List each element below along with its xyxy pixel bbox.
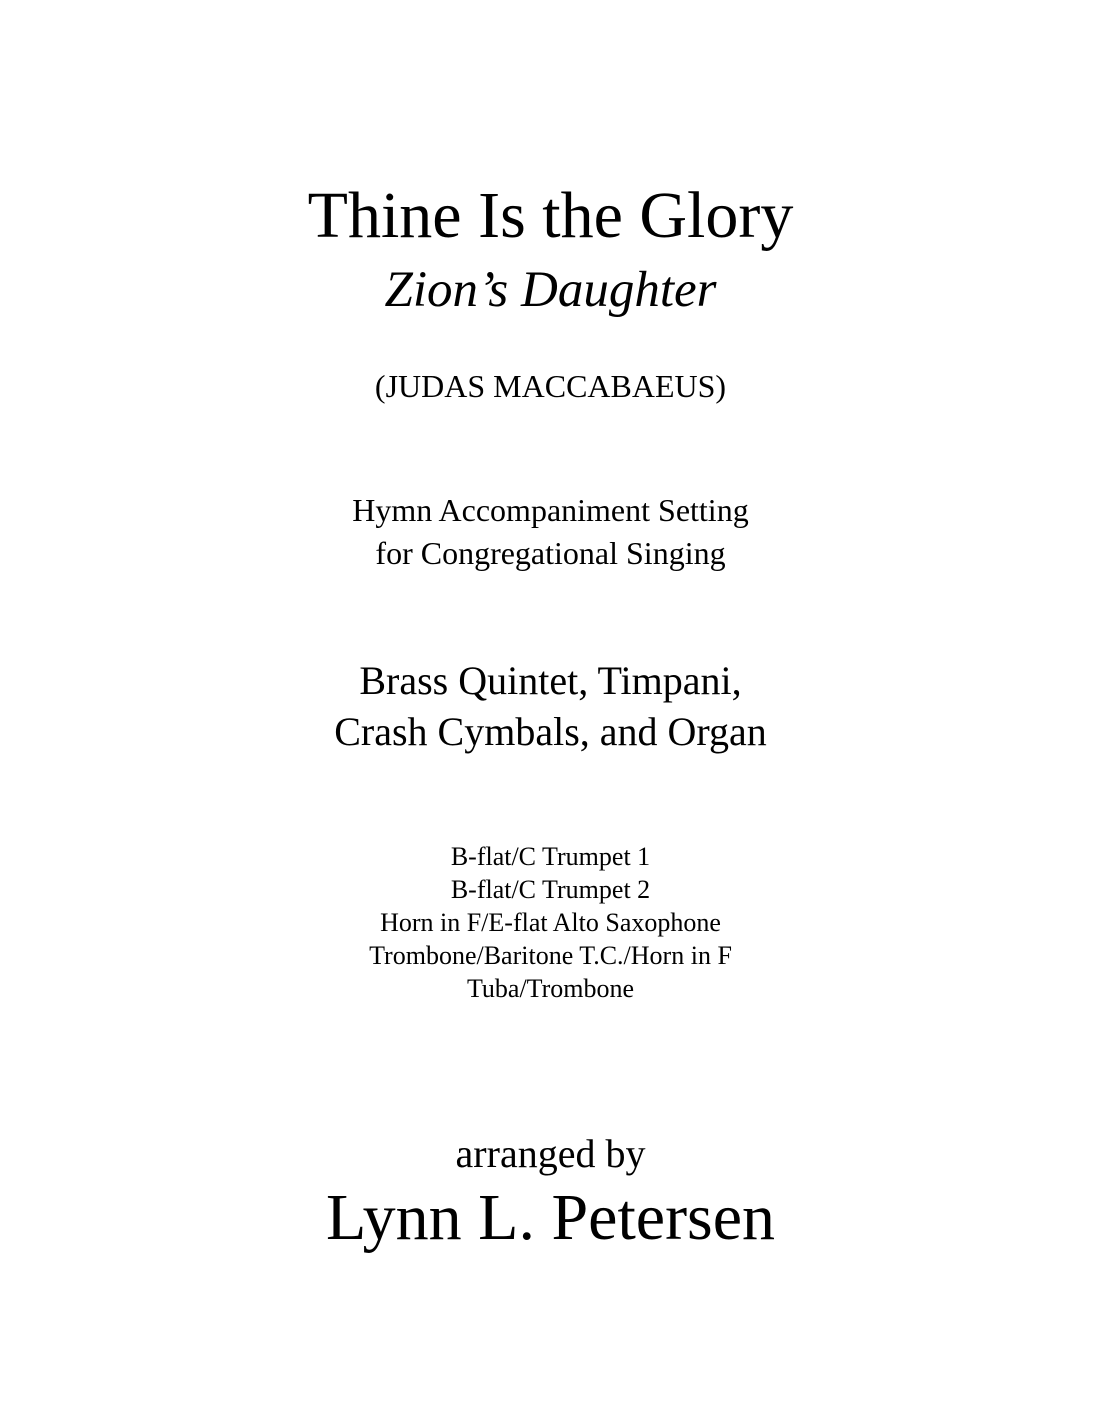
- part-item: Trombone/Baritone T.C./Horn in F: [369, 941, 732, 970]
- hymn-subtitle: Zion’s Daughter: [384, 262, 717, 318]
- tune-name: (JUDAS MACCABAEUS): [374, 368, 727, 404]
- instrumentation-line: Brass Quintet, Timpani,: [359, 658, 742, 703]
- part-item: Tuba/Trombone: [466, 974, 635, 1003]
- part-item: B-flat/C Trumpet 1: [450, 842, 651, 871]
- hymn-title: Thine Is the Glory: [307, 179, 794, 252]
- instrumentation-line: Crash Cymbals, and Organ: [334, 709, 767, 754]
- setting-line: for Congregational Singing: [375, 535, 726, 571]
- parts-list: [0, 840, 1101, 1005]
- part-item: Horn in F/E-flat Alto Saxophone: [380, 908, 721, 937]
- setting-line: Hymn Accompaniment Setting: [352, 492, 749, 528]
- arranger-name: Lynn L. Petersen: [325, 1181, 776, 1254]
- part-item: B-flat/C Trumpet 2: [450, 875, 651, 904]
- arranged-by-label: arranged by: [455, 1131, 646, 1176]
